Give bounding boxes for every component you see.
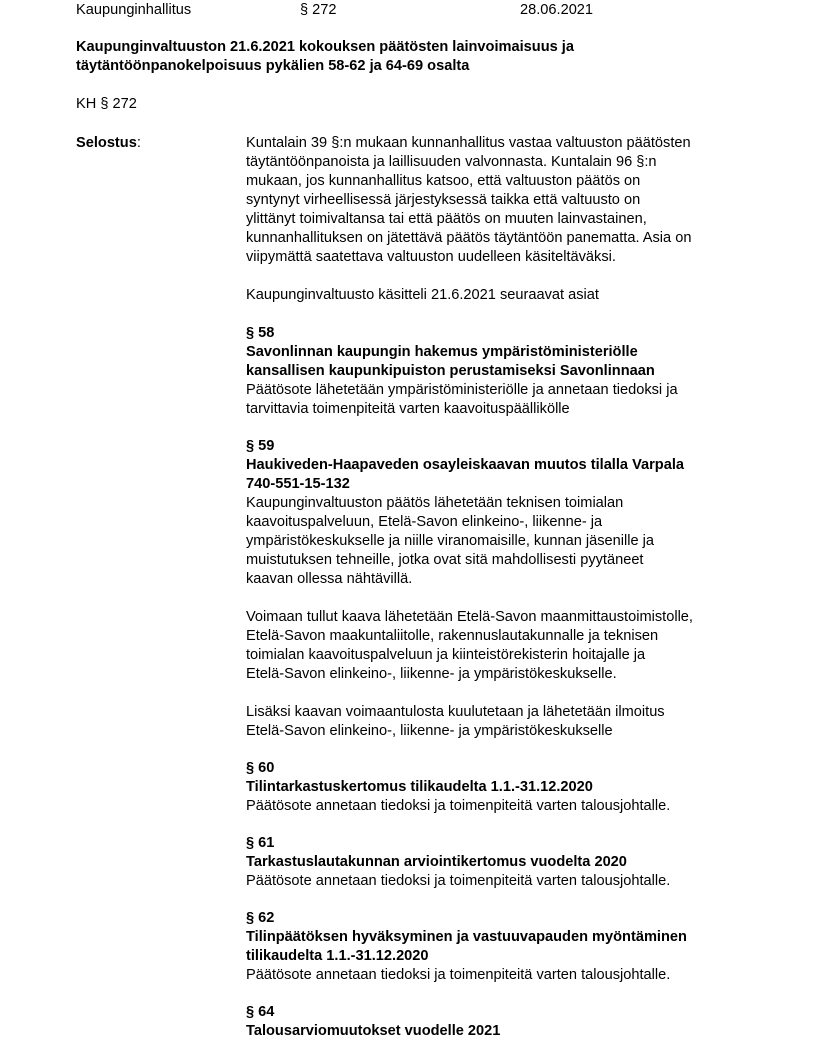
agenda-section bbox=[246, 1003, 766, 1041]
section-text-line: toimialan kaavoituspalveluun ja kiinteistörekisterin hoitajalle ja bbox=[246, 647, 646, 663]
title-line: täytäntöönpanokelpoisuus pykälien 58-62 ja 64-69 osalta bbox=[76, 58, 470, 74]
section-text-line: ympäristökeskukselle ja niille viranomaisille, kunnan jäsenille ja bbox=[246, 533, 655, 549]
section-number: § 61 bbox=[246, 835, 275, 851]
selostus-label bbox=[76, 134, 141, 153]
section-list bbox=[246, 324, 766, 1041]
header-section-number: § 272 bbox=[300, 2, 337, 18]
section-heading-line: 740-551-15-132 bbox=[246, 476, 350, 492]
section-number: § 60 bbox=[246, 760, 275, 776]
section-text-line: kaavan ollessa nähtävillä. bbox=[246, 571, 413, 587]
section-paragraph bbox=[246, 608, 766, 684]
section-paragraph bbox=[246, 703, 766, 741]
section-number: § 62 bbox=[246, 910, 275, 926]
agenda-section bbox=[246, 909, 766, 985]
section-text-line: Kaupunginvaltuuston päätös lähetetään teknisen toimialan bbox=[246, 495, 624, 511]
section-paragraph bbox=[246, 872, 766, 891]
section-text-line: Etelä-Savon elinkeino-, liikenne- ja ympäristökeskukselle bbox=[246, 723, 613, 739]
section-text-line: Päätösote annetaan tiedoksi ja toimenpiteitä varten talousjohtalle. bbox=[246, 873, 671, 889]
section-heading-line: tilikaudelta 1.1.-31.12.2020 bbox=[246, 948, 429, 964]
agenda-section bbox=[246, 834, 766, 891]
document-header bbox=[0, 0, 816, 22]
section-heading-line: Haukiveden-Haapaveden osayleiskaavan muutos tilalla Varpala bbox=[246, 457, 685, 473]
section-paragraph bbox=[246, 381, 766, 419]
handled-items-line: Kaupunginvaltuusto käsitteli 21.6.2021 seuraavat asiat bbox=[246, 287, 599, 303]
agenda-section bbox=[246, 759, 766, 816]
section-text-line: Etelä-Savon elinkeino-, liikenne- ja ympäristökeskukselle. bbox=[246, 666, 617, 682]
section-paragraph bbox=[246, 797, 766, 816]
intro-line: Kuntalain 39 §:n mukaan kunnanhallitus vastaa valtuuston päätösten bbox=[246, 135, 691, 151]
title-line: Kaupunginvaltuuston 21.6.2021 kokouksen päätösten lainvoimaisuus ja bbox=[76, 39, 574, 55]
section-text-line: kaavoituspalveluun, Etelä-Savon elinkeino-, liikenne- ja bbox=[246, 514, 603, 530]
intro-paragraph bbox=[246, 134, 766, 267]
intro-line: viipymättä saatettava valtuuston uudelleen käsiteltäväksi. bbox=[246, 249, 616, 265]
intro-line: ylittänyt toimivaltansa tai että päätös on muuten lainvastainen, bbox=[246, 211, 647, 227]
section-text-line: muistutuksen tehneille, jotka ovat sitä mahdollisesti pyytäneet bbox=[246, 552, 644, 568]
section-text-line: Päätösote annetaan tiedoksi ja toimenpiteitä varten talousjohtalle. bbox=[246, 798, 671, 814]
section-heading-line: Tilintarkastuskertomus tilikaudelta 1.1.-31.12.2020 bbox=[246, 779, 593, 795]
selostus-body bbox=[246, 134, 766, 1059]
section-number: § 64 bbox=[246, 1004, 275, 1020]
kh-reference: KH § 272 bbox=[76, 96, 137, 112]
section-heading-line: Tarkastuslautakunnan arviointikertomus vuodelta 2020 bbox=[246, 854, 627, 870]
intro-line: täytäntöönpanoista ja laillisuuden valvonnasta. Kuntalain 96 §:n bbox=[246, 154, 657, 170]
section-text-line: Päätösote lähetetään ympäristöministeriölle ja annetaan tiedoksi ja bbox=[246, 382, 678, 398]
header-organ: Kaupunginhallitus bbox=[76, 2, 192, 18]
header-date: 28.06.2021 bbox=[520, 2, 594, 18]
section-text-line: Etelä-Savon maakuntaliitolle, rakennuslautakunnalle ja teknisen bbox=[246, 628, 659, 644]
section-text-line: Voimaan tullut kaava lähetetään Etelä-Savon maanmittaustoimistolle, bbox=[246, 609, 693, 625]
section-number: § 59 bbox=[246, 438, 275, 454]
section-text-line: Päätösote annetaan tiedoksi ja toimenpiteitä varten talousjohtalle. bbox=[246, 967, 671, 983]
section-heading-line: Tilinpäätöksen hyväksyminen ja vastuuvapauden myöntäminen bbox=[246, 929, 687, 945]
section-number: § 58 bbox=[246, 325, 275, 341]
selostus-label-text: Selostus bbox=[76, 135, 137, 151]
section-paragraph bbox=[246, 494, 766, 589]
agenda-section bbox=[246, 324, 766, 419]
section-text-line: tarvittavia toimenpiteitä varten kaavoituspäällikölle bbox=[246, 401, 570, 417]
intro-line: kunnanhallituksen on jätettävä päätös täytäntöön panematta. Asia on bbox=[246, 230, 692, 246]
selostus-label-colon: : bbox=[136, 135, 141, 151]
section-text-line: Lisäksi kaavan voimaantulosta kuulutetaan ja lähetetään ilmoitus bbox=[246, 704, 665, 720]
section-heading-line: kansallisen kaupunkipuiston perustamiseksi Savonlinnaan bbox=[246, 363, 655, 379]
agenda-section bbox=[246, 437, 766, 741]
section-heading-line: Savonlinnan kaupungin hakemus ympäristöministeriölle bbox=[246, 344, 638, 360]
intro-line: mukaan, jos kunnanhallitus katsoo, että valtuuston päätös on bbox=[246, 173, 641, 189]
intro-line: syntynyt virheellisessä järjestyksessä taikka että valtuusto on bbox=[246, 192, 641, 208]
section-paragraph bbox=[246, 966, 766, 985]
document-title bbox=[76, 38, 776, 76]
section-heading-line: Talousarviomuutokset vuodelle 2021 bbox=[246, 1023, 501, 1039]
